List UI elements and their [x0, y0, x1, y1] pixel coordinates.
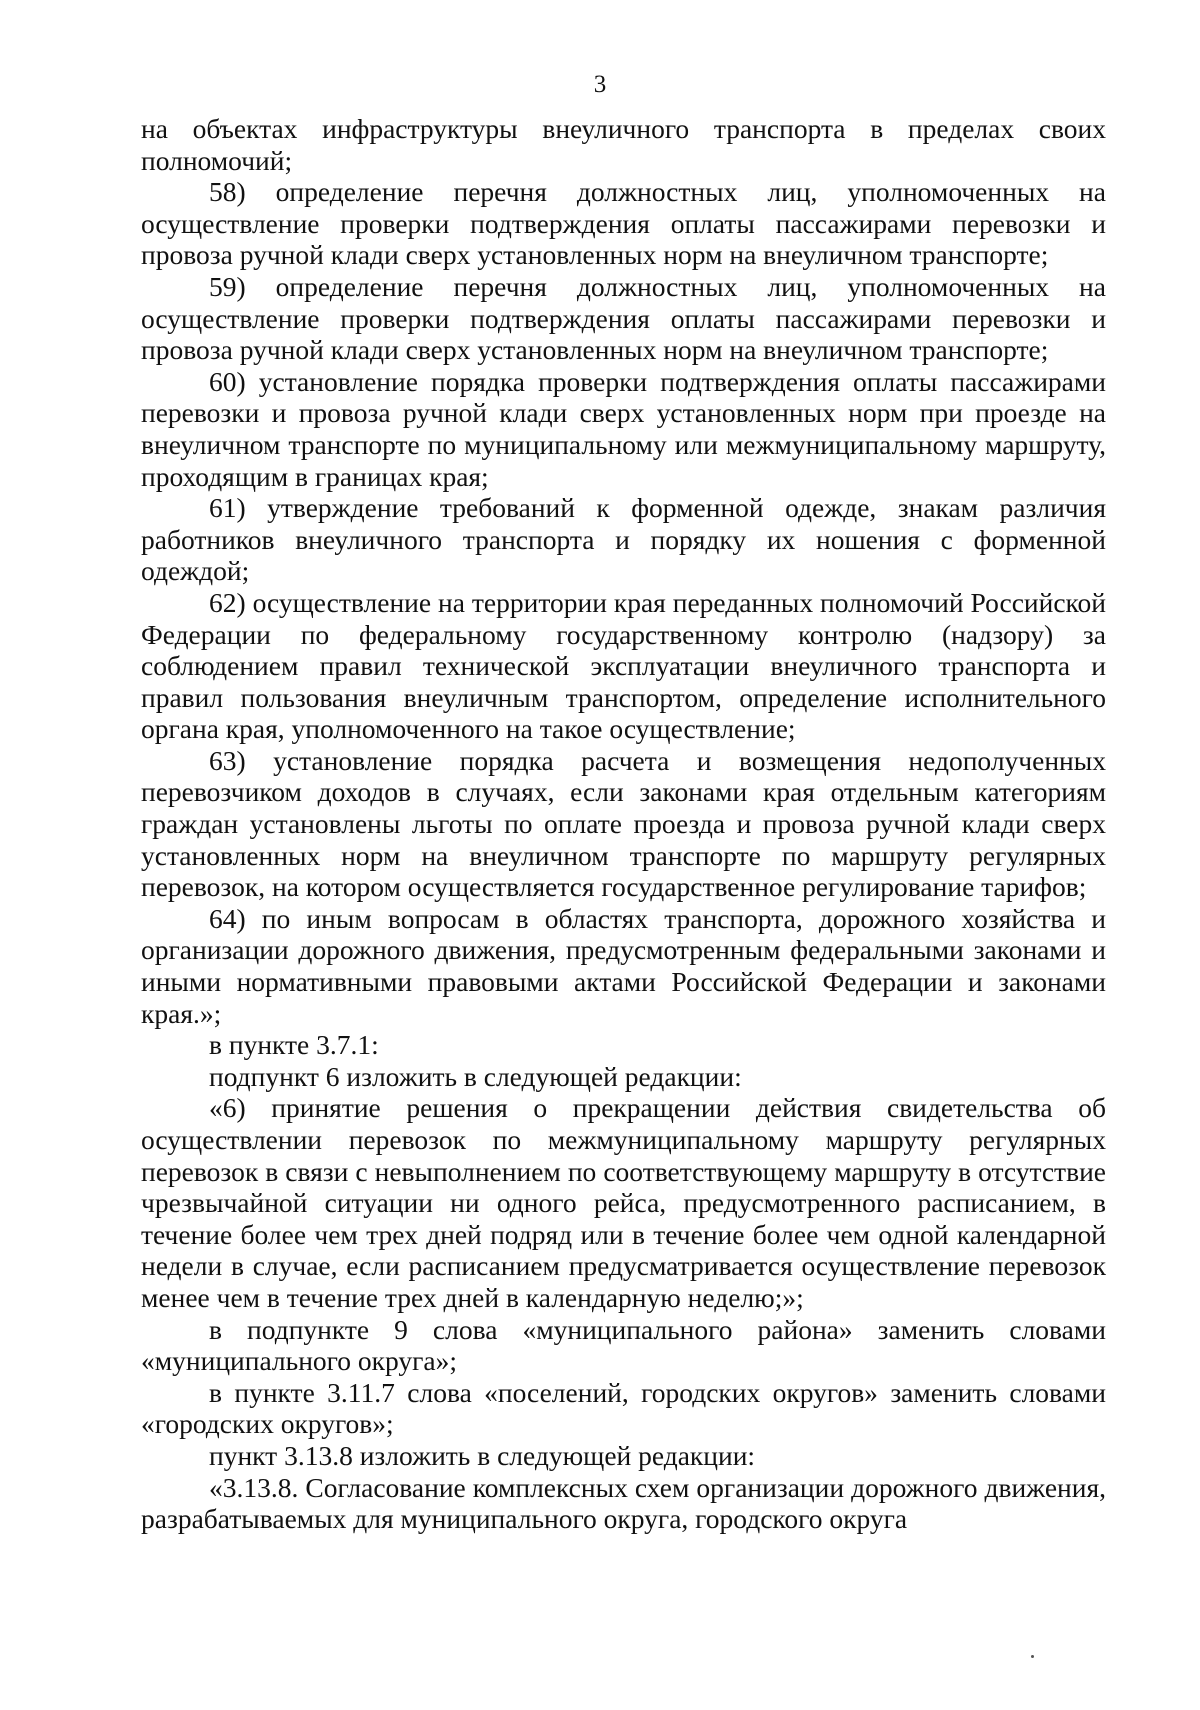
paragraph: «6) принятие решения о прекращении действия свидетельства об осуществлении перевозок по межмуниципальному маршруту регулярных перевозок в связи с невыполнением по соответствующему маршруту в отсутствие чрезвычайной ситуации ни одного рейса, предусмотренного расписанием, в течение более чем трех дней подряд или в течение более чем одной календарной недели в случае, если расписанием предусматривается осуществление перевозок менее чем в течение трех дней в календарную неделю;»; [141, 1092, 1106, 1313]
paragraph: 61) утверждение требований к форменной одежде, знакам различия работников внеуличного транспорта и порядку их ношения с форменной одеждой; [141, 492, 1106, 587]
paragraph: 62) осуществление на территории края переданных полномочий Российской Федерации по федеральному государственному контролю (надзору) за соблюдением правил технической эксплуатации внеуличного транспорта и правил пользования внеуличным транспортом, определение исполнительного органа края, уполномоченного на такое осуществление; [141, 586, 1106, 745]
paragraph: 63) установление порядка расчета и возмещения недополученных перевозчиком доходов в случаях, если законами края отдельным категориям граждан установлены льготы по оплате проезда и провоза ручной клади сверх установленных норм на внеуличном транспорте по маршруту регулярных перевозок, на котором осуществляется государственное регулирование тарифов; [141, 744, 1106, 903]
paragraph: в подпункте 9 слова «муниципального района» заменить словами «муниципального округа»; [141, 1313, 1106, 1377]
paragraph: 64) по иным вопросам в областях транспорта, дорожного хозяйства и организации дорожного движения, предусмотренным федеральными законами и иными нормативными правовыми актами Российской Федерации и законами края.»; [141, 902, 1106, 1029]
paragraph: в пункте 3.7.1: [209, 1029, 379, 1061]
paragraph: пункт 3.13.8 изложить в следующей редакции: [209, 1439, 756, 1471]
page-number: 3 [593, 71, 607, 98]
paragraph: «3.13.8. Согласование комплексных схем организации дорожного движения, разрабатываемых для муниципального округа, городского округа [141, 1471, 1106, 1535]
paragraph: подпункт 6 изложить в следующей редакции: [209, 1060, 742, 1092]
paragraph: 58) определение перечня должностных лиц, уполномоченных на осуществление проверки подтверждения оплаты пассажирами перевозки и провоза ручной клади сверх установленных норм на внеуличном транспорте; [141, 176, 1106, 271]
paragraph: на объектах инфраструктуры внеуличного транспорта в пределах своих полномочий; [141, 113, 1106, 176]
scan-speck [1031, 1655, 1034, 1658]
paragraph: 60) установление порядка проверки подтверждения оплаты пассажирами перевозки и провоза ручной клади сверх установленных норм при проезде на внеуличном транспорте по муниципальному или межмуниципальному маршруту, проходящим в границах края; [141, 365, 1106, 492]
paragraph: в пункте 3.11.7 слова «поселений, городских округов» заменить словами «городских округов»; [141, 1376, 1106, 1440]
paragraph: 59) определение перечня должностных лиц, уполномоченных на осуществление проверки подтверждения оплаты пассажирами перевозки и провоза ручной клади сверх установленных норм на внеуличном транспорте; [141, 270, 1106, 366]
document-body [141, 113, 1106, 1535]
